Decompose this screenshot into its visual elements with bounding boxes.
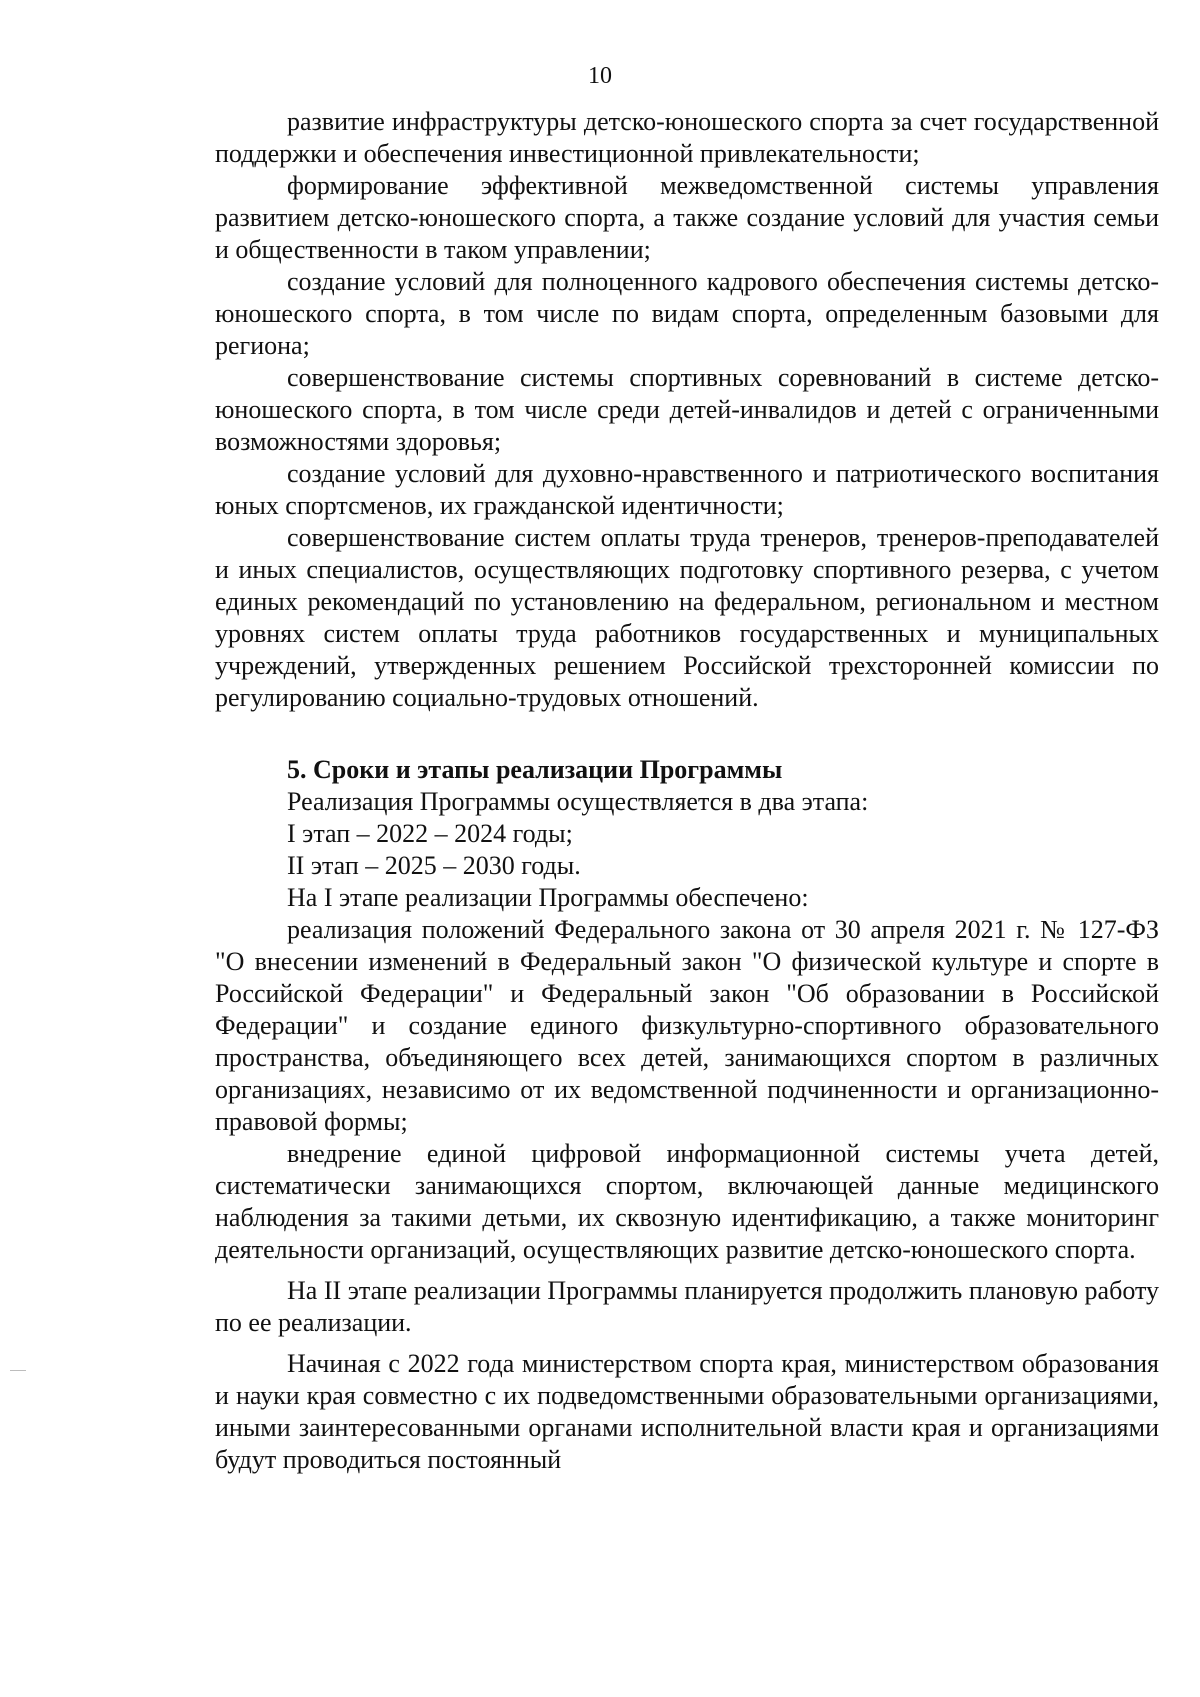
section-heading: 5. Сроки и этапы реализации Программы [287,755,783,784]
paragraph: реализация положений Федерального закона от 30 апреля 2021 г. № 127-ФЗ "О внесении изменений в Федеральный закон "О физической культуре и спорте в Российской Федерации" и Федеральный закон "Об образовании в Российской Федерации" и создание единого физкультурно-спортивного образовательного пространства, объединяющего всех детей, занимающихся спортом в различных организациях, независимо от их ведомственной подчиненности и организационно-правовой формы; [215,915,1159,1136]
paragraph: совершенствование системы спортивных соревнований в системе детско-юношеского спорта, в том числе среди детей-инвалидов и детей с ограниченными возможностями здоровья; [215,363,1159,456]
page-number: 10 [588,63,612,89]
paragraph: II этап – 2025 – 2030 годы. [287,851,581,880]
paragraph: развитие инфраструктуры детско-юношеского спорта за счет государственной поддержки и обеспечения инвестиционной привлекательности; [215,107,1159,168]
paragraph: Реализация Программы осуществляется в два этапа: [287,787,869,816]
paragraph: На I этапе реализации Программы обеспечено: [287,883,809,912]
paragraph: формирование эффективной межведомственной системы управления развитием детско-юношеского спорта, а также создание условий для участия семьи и общественности в таком управлении; [215,171,1159,264]
paragraph: На II этапе реализации Программы планируется продолжить плановую работу по ее реализации. [215,1276,1159,1337]
scan-artifact [10,1370,26,1371]
paragraph: совершенствование систем оплаты труда тренеров, тренеров-преподавателей и иных специалистов, осуществляющих подготовку спортивного резерва, с учетом единых рекомендаций по установлению на федеральном, региональном и местном уровнях систем оплаты труда работников государственных и муниципальных учреждений, утвержденных решением Российской трехсторонней комиссии по регулированию социально-трудовых отношений. [215,523,1159,712]
paragraph: внедрение единой цифровой информационной системы учета детей, систематически занимающихся спортом, включающей данные медицинского наблюдения за такими детьми, их сквозную идентификацию, а также мониторинг деятельности организаций, осуществляющих развитие детско-юношеского спорта. [215,1139,1159,1264]
paragraph: I этап – 2022 – 2024 годы; [287,819,573,848]
paragraph: Начиная с 2022 года министерством спорта края, министерством образования и науки края совместно с их подведомственными образовательными организациями, иными заинтересованными органами исполнительной власти края и организациями будут проводиться постоянный [215,1349,1159,1474]
document-body [215,106,1159,1476]
paragraph: создание условий для полноценного кадрового обеспечения системы детско-юношеского спорта, в том числе по видам спорта, определенным базовыми для региона; [215,267,1159,360]
paragraph: создание условий для духовно-нравственного и патриотического воспитания юных спортсменов, их гражданской идентичности; [215,459,1159,520]
